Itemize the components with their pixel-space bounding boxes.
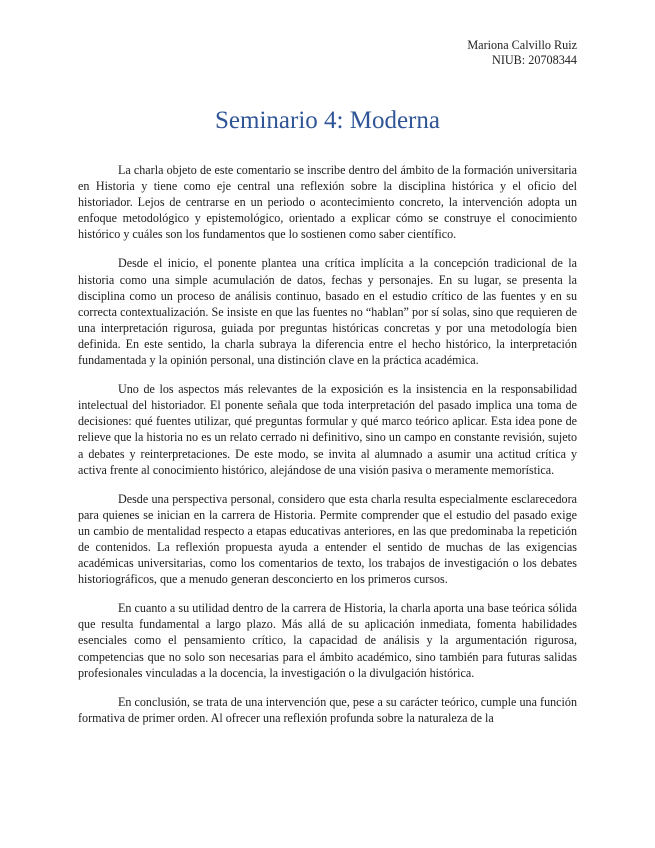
paragraph-3: Uno de los aspectos más relevantes de la exposición es la insistencia en la responsabilidad intelectual del historiador. El ponente señala que toda interpretación del pasado implica una toma de decisiones: qué fuentes utilizar, qué preguntas formular y qué marco teórico aplicar. Esta idea pone de relieve que la historia no es un relato cerrado ni definitivo, sino un campo en constante revisión, sujeto a debates y reinterpretaciones. De este modo, se invita al alumnado a asumir una actitud crítica y activa frente al conocimiento histórico, alejándose de una visión pasiva o meramente memorística. bbox=[78, 382, 577, 477]
paragraph-4: Desde una perspectiva personal, considero que esta charla resulta especialmente esclarecedora para quienes se inician en la carrera de Historia. Permite comprender que el estudio del pasado exige un cambio de mentalidad respecto a etapas educativas anteriores, en las que predominaba la repetición de contenidos. La reflexión propuesta ayuda a entender el sentido de muchas de las exigencias académicas universitarias, como los comentarios de texto, los trabajos de investigación o los debates historiográficos, que a menudo generan desconcierto en los primeros cursos. bbox=[78, 491, 577, 587]
author-name: Mariona Calvillo Ruiz bbox=[467, 38, 577, 52]
paragraph-1: La charla objeto de este comentario se inscribe dentro del ámbito de la formación universitaria en Historia y tiene como eje central una reflexión sobre la disciplina histórica y el oficio del historiador. Lejos de centrarse en un periodo o acontecimiento concreto, la intervención adopta un enfoque metodológico y epistemológico, orientado a explicar cómo se construye el conocimiento histórico y cuáles son los fundamentos que lo sostienen como saber científico. bbox=[78, 163, 577, 242]
paragraph-2: Desde el inicio, el ponente plantea una crítica implícita a la concepción tradicional de la historia como una simple acumulación de datos, fechas y personajes. En su lugar, se presenta la disciplina como un proceso de análisis continuo, basado en el estudio crítico de las fuentes y en su correcta contextualización. Se insiste en que las fuentes no “hablan” por sí solas, sino que requieren de una interpretación rigurosa, guiada por preguntas históricas concretas y por una metodología bien definida. En este sentido, la charla subraya la diferencia entre el hecho histórico, la interpretación fundamentada y la opinión personal, una distinción clave en la práctica académica. bbox=[78, 256, 577, 368]
paragraph-6: En conclusión, se trata de una intervención que, pese a su carácter teórico, cumple una función formativa de primer orden. Al ofrecer una reflexión profunda sobre la naturaleza de la bbox=[78, 694, 577, 725]
author-header bbox=[467, 38, 577, 68]
document-title: Seminario 4: Moderna bbox=[215, 107, 440, 134]
student-id: NIUB: 20708344 bbox=[492, 53, 577, 67]
paragraph-5: En cuanto a su utilidad dentro de la carrera de Historia, la charla aporta una base teórica sólida que resulta fundamental a largo plazo. Más allá de su aplicación inmediata, fomenta habilidades esenciales como el pensamiento crítico, la capacidad de análisis y la argumentación rigurosa, competencias que no solo son necesarias para el ámbito académico, sino también para futuras salidas profesionales vinculadas a la docencia, la investigación o la divulgación histórica. bbox=[78, 601, 577, 680]
document-body bbox=[78, 162, 577, 739]
